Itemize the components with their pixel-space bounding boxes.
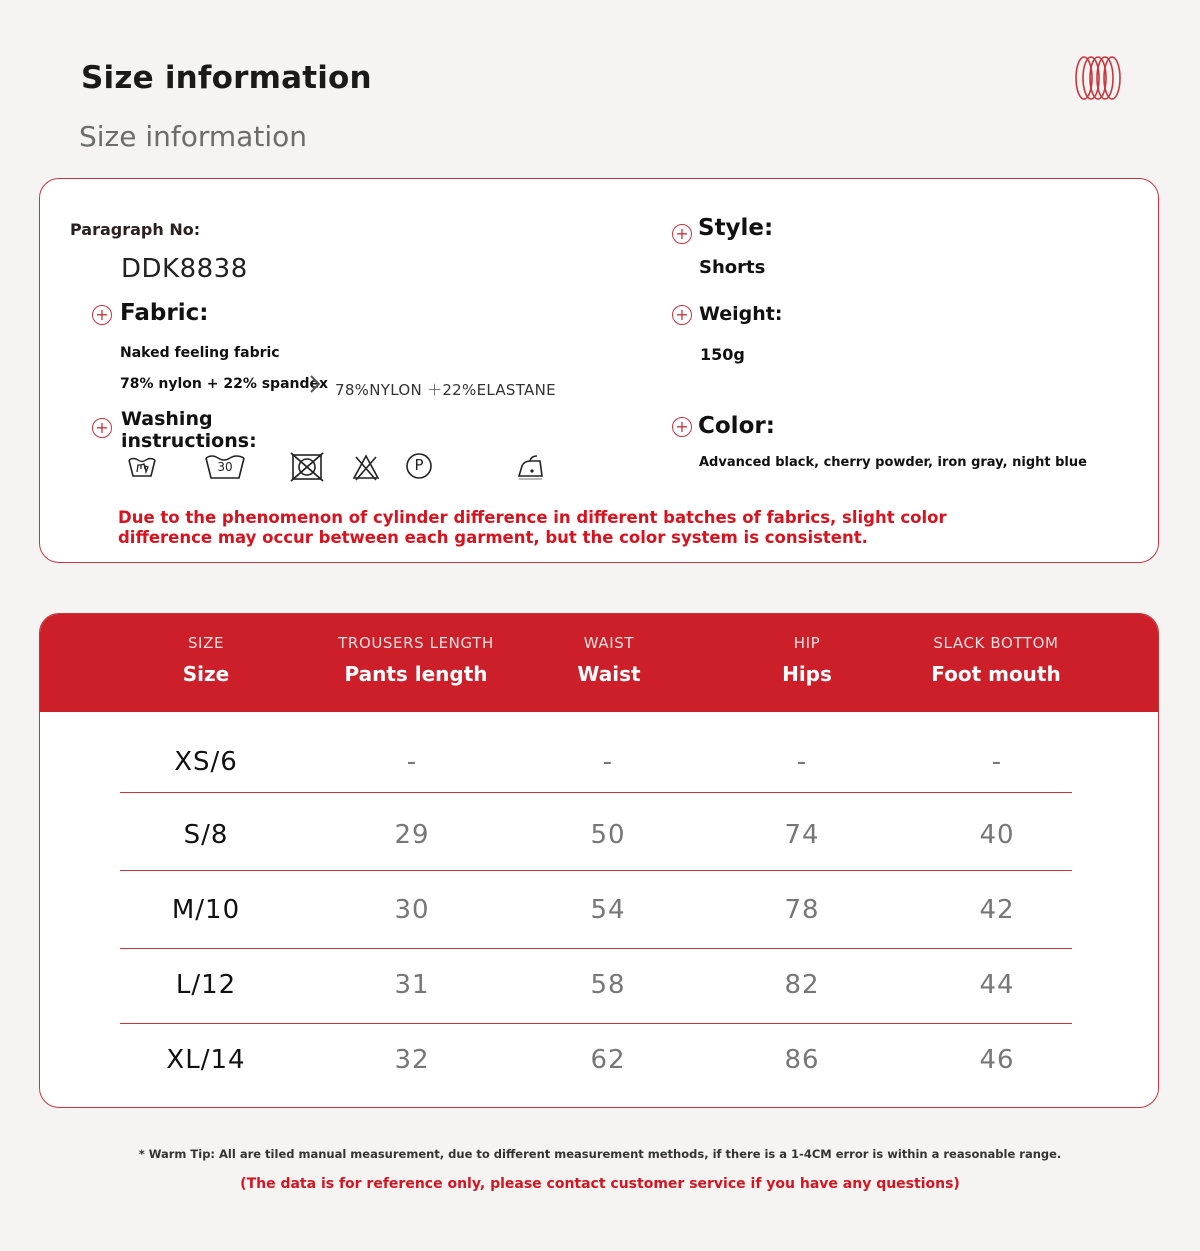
table-row	[120, 947, 1072, 1023]
style-label: Style:	[698, 215, 774, 241]
column-header-size-label: Size	[182, 662, 230, 686]
size-cell: M/10	[171, 895, 241, 925]
size-cell: XL/14	[166, 1045, 246, 1075]
size-table-header	[40, 614, 1158, 712]
size-cell: S/8	[183, 820, 229, 850]
arrow-icon	[308, 373, 324, 395]
paragraph-value: DDK8838	[121, 254, 248, 284]
hips-cell: 74	[784, 820, 820, 850]
length-cell: 29	[394, 820, 430, 850]
washing-label-line1: Washing	[121, 408, 213, 430]
length-cell: 30	[394, 895, 430, 925]
hips-cell: 78	[784, 895, 820, 925]
weight-label: Weight:	[699, 303, 783, 325]
length-cell: -	[406, 747, 418, 777]
waist-cell: 54	[590, 895, 626, 925]
paragraph-label: Paragraph No:	[70, 220, 201, 239]
hips-cell: 82	[784, 970, 820, 1000]
column-header-waist-en: WAIST	[583, 634, 635, 652]
washing-label	[121, 408, 257, 452]
column-header-hips-en: HIP	[793, 634, 821, 652]
page-subtitle: Size information	[79, 120, 307, 153]
column-header-length-en: TROUSERS LENGTH	[338, 634, 494, 652]
style-plus-icon: +	[672, 224, 692, 244]
column-header-size-en: SIZE	[187, 634, 225, 652]
style-value: Shorts	[699, 257, 766, 278]
page-title: Size information	[81, 60, 372, 96]
product-info-card	[39, 178, 1159, 563]
color-notice	[118, 508, 998, 548]
reference-note: (The data is for reference only, please contact customer service if you have any questions)	[240, 1176, 960, 1192]
fabric-composition-en: 78%NYLON ＋22%ELASTANE	[335, 381, 556, 399]
fabric-value: Naked feeling fabric	[120, 345, 280, 361]
color-value: Advanced black, cherry powder, iron gray, night blue	[699, 455, 1087, 470]
weight-value: 150g	[700, 345, 745, 364]
foot-cell: 42	[979, 895, 1015, 925]
wash-temp-label: 30	[217, 460, 233, 474]
column-header-length-label: Pants length	[344, 662, 488, 686]
warm-tip: * Warm Tip: All are tiled manual measurement, due to different measurement methods, if there is a 1-4CM error is within a reasonable range.	[138, 1147, 1062, 1161]
foot-cell: 44	[979, 970, 1015, 1000]
size-table	[39, 613, 1159, 1108]
length-cell: 32	[394, 1045, 430, 1075]
column-header-foot-label: Foot mouth	[931, 662, 1061, 686]
table-row	[120, 872, 1072, 948]
column-header-foot-en: SLACK BOTTOM	[933, 634, 1059, 652]
waist-cell: 58	[590, 970, 626, 1000]
hips-cell: -	[796, 747, 808, 777]
color-plus-icon: +	[672, 417, 692, 437]
size-cell: L/12	[175, 970, 237, 1000]
column-header-waist-label: Waist	[577, 662, 641, 686]
waist-cell: 50	[590, 820, 626, 850]
no-tumble-dry-icon	[289, 452, 325, 482]
iron-low-icon	[513, 452, 549, 482]
notice-line1: Due to the phenomenon of cylinder difference in different batches of fabrics, slight color	[118, 508, 947, 527]
color-label: Color:	[698, 413, 775, 439]
foot-cell: 46	[979, 1045, 1015, 1075]
washing-plus-icon: +	[92, 418, 112, 438]
hips-cell: 86	[784, 1045, 820, 1075]
foot-cell: 40	[979, 820, 1015, 850]
hand-wash-icon	[124, 452, 160, 482]
dry-clean-letter: P	[414, 456, 424, 474]
row-divider	[120, 870, 1072, 871]
waist-cell: 62	[590, 1045, 626, 1075]
table-row	[120, 1022, 1072, 1098]
size-cell: XS/6	[174, 747, 238, 777]
column-header-hips-label: Hips	[782, 662, 832, 686]
fabric-label: Fabric:	[120, 300, 209, 326]
weight-plus-icon: +	[672, 305, 692, 325]
no-bleach-icon	[348, 452, 384, 482]
length-cell: 31	[394, 970, 430, 1000]
washing-label-line2: instructions:	[121, 430, 257, 452]
row-divider	[120, 792, 1072, 793]
foot-cell: -	[991, 747, 1003, 777]
table-row	[120, 724, 1072, 800]
rings-logo-icon	[1072, 54, 1124, 102]
notice-line2: difference may occur between each garment, but the color system is consistent.	[118, 528, 868, 547]
fabric-plus-icon: +	[92, 305, 112, 325]
fabric-composition: 78% nylon + 22% spandex	[120, 376, 329, 392]
table-row	[120, 797, 1072, 873]
waist-cell: -	[602, 747, 614, 777]
